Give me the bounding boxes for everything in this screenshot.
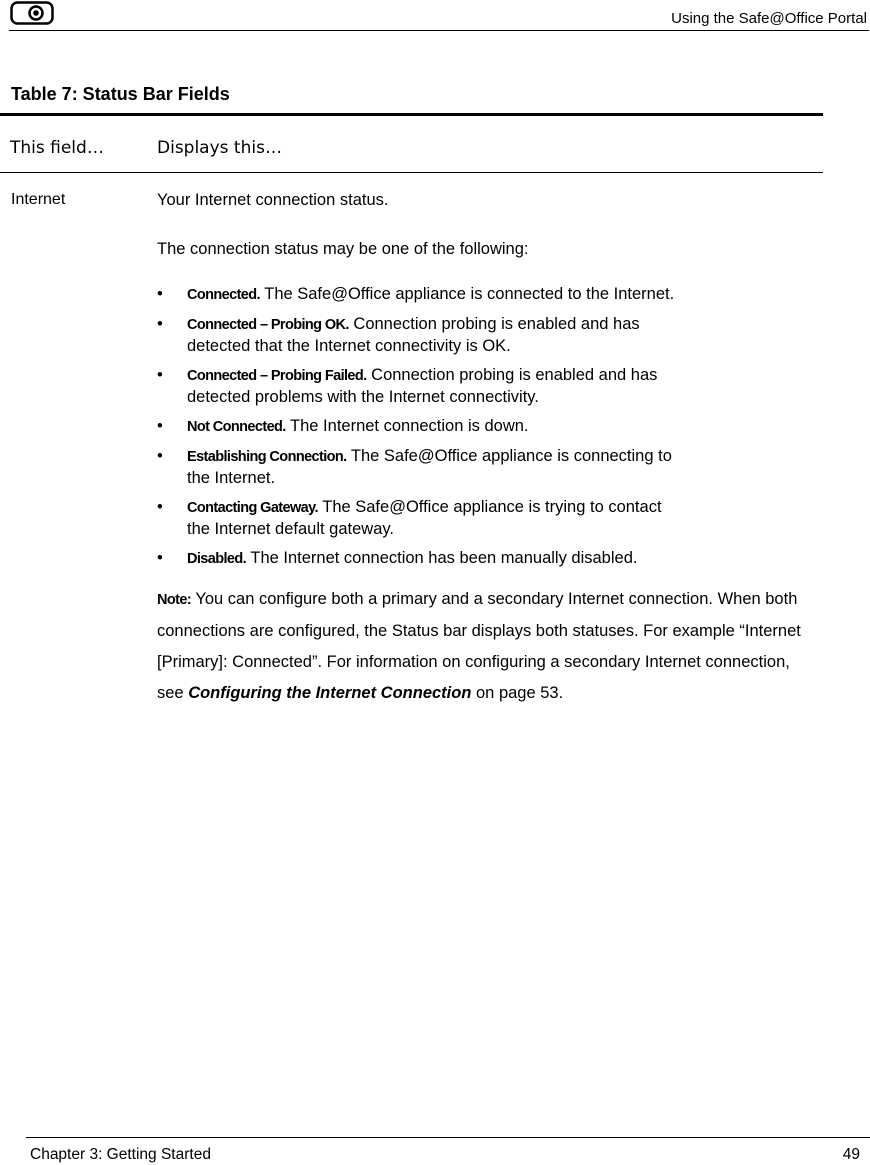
bullet-icon: • — [157, 285, 163, 303]
status-text-continued: the Internet. — [187, 469, 276, 487]
cross-reference-link[interactable]: Configuring the Internet Connection — [188, 684, 472, 702]
note-label: Note: — [157, 592, 192, 608]
note-tail: on page 53. — [471, 684, 564, 702]
status-text-continued: detected problems with the Internet connectivity. — [187, 388, 539, 406]
status-term: Not Connected. — [187, 419, 286, 435]
status-text: The Safe@Office appliance is trying to contact — [317, 498, 662, 516]
status-text: Connection probing is enabled and has — [348, 315, 640, 333]
table-caption: Table 7: Status Bar Fields — [11, 84, 230, 104]
header-title: Using the Safe@Office Portal — [671, 10, 867, 27]
note-text: You can configure both a primary and a secondary Internet connection. When both connections are configured, the Status bar displays both statuses. For example “Internet [Primary]: Connected”. For information on configuring a secondary Internet connection, see — [157, 590, 801, 702]
page-header — [9, 0, 869, 31]
bullet-icon: • — [157, 549, 163, 567]
status-text: The Internet connection is down. — [285, 417, 529, 435]
bullet-icon: • — [157, 417, 163, 435]
bullet-icon: • — [157, 315, 163, 333]
status-text-continued: detected that the Internet connectivity is OK. — [187, 337, 511, 355]
field-description: Your Internet connection status. — [157, 191, 389, 209]
status-term: Connected – Probing OK. — [187, 317, 349, 333]
bullet-icon: • — [157, 498, 163, 516]
status-text-continued: the Internet default gateway. — [187, 520, 394, 538]
column-header-displays: Displays this… — [157, 138, 282, 158]
status-list-intro: The connection status may be one of the following: — [157, 240, 529, 258]
status-text: Connection probing is enabled and has — [366, 366, 658, 384]
status-term: Connected – Probing Failed. — [187, 368, 367, 384]
table-top-rule — [0, 113, 823, 116]
table-header-rule — [0, 172, 823, 173]
status-text: The Safe@Office appliance is connected to the Internet. — [259, 285, 675, 303]
footer-rule — [26, 1137, 870, 1138]
footer-chapter: Chapter 3: Getting Started — [30, 1146, 211, 1163]
page-number: 49 — [842, 1146, 860, 1163]
status-term: Disabled. — [187, 551, 247, 567]
field-name-cell: Internet — [11, 191, 66, 208]
note-paragraph — [157, 584, 807, 709]
bullet-icon: • — [157, 366, 163, 384]
bullet-icon: • — [157, 447, 163, 465]
router-logo-icon — [10, 1, 54, 25]
status-term: Connected. — [187, 287, 260, 303]
status-text: The Safe@Office appliance is connecting to — [346, 447, 672, 465]
status-term: Establishing Connection. — [187, 449, 347, 465]
column-header-field: This field… — [10, 138, 104, 158]
status-term: Contacting Gateway. — [187, 500, 318, 516]
status-text: The Internet connection has been manually disabled. — [246, 549, 638, 567]
